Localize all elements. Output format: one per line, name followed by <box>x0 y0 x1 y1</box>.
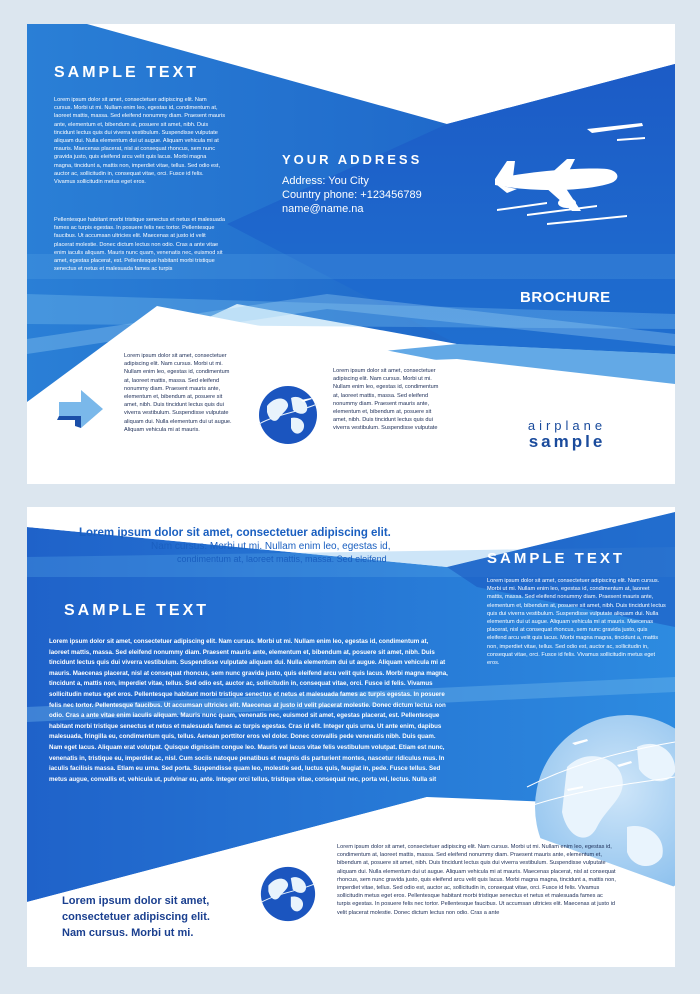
footer-line-2: consectetuer adipiscing elit. <box>62 911 210 923</box>
inside-heading-left: SAMPLE TEXT <box>64 602 210 619</box>
brochure-label: BROCHURE <box>520 289 611 306</box>
cover-column-2: Lorem ipsum dolor sit amet, consectetuer adipiscing elit. Nam cursus. Morbi ut mi. Nullam enim leo, egestas id, condimentum at, laoreet mattis, massa. Sed eleifend nonummy diam. Praesent mauris ante, elementum et, bibendum at, posuere sit amet, nibh. Duis tincidunt lectus quis dui viverra vestibulum. Suspendisse vulputate <box>333 368 439 432</box>
globe-icon <box>257 384 319 446</box>
airplane-icon <box>467 119 647 229</box>
footer-line-3: Nam cursus. Morbi ut mi. <box>62 927 194 939</box>
address-title: YOUR ADDRESS <box>282 152 423 167</box>
address-line: Address: You City <box>282 175 369 187</box>
brochure-inside-panel <box>27 507 675 967</box>
inside-main-text: Lorem ipsum dolor sit amet, consectetuer adipiscing elit. Nam cursus. Morbi ut mi. Nullam enim leo, egestas id, condimentum at, laoreet mattis, massa. Sed eleifend nonummy diam. Praesent mauris ante, elementum et, bibendum at, posuere sit amet, nibh. Duis tincidunt lectus quis dui viverra vestibulum. Suspendisse vulputate aliquam dui. Nulla elementum dui ut augue. Aliquam vehicula mi at mauris. Maecenas placerat, nisl at consequat rhoncus, sem nunc gravida justo, quis eleifend arcu velit quis lacus. Morbi magna magna, tincidunt a, mattis non, imperdiet vitae, tellus. Sed odio est, auctor ac, sollicitudin in, consequat vitae, orci. Fusce id felis. Vivamus sollicitudin metus eget eros. Pellentesque habitant morbi tristique senectus et netus et malesuada fames ac turpis egestas. In posuere felis nec tortor. Pellentesque faucibus. Ut accumsan ultricies elit. Maecenas at justo id velit placerat molestie. Donec dictum lectus non odio. Cras a ante vitae enim iaculis aliquam. Mauris nunc quam, venenatis nec, euismod sit amet, egestas placerat, est. Pellentesque habitant morbi tristique senectus et netus et malesuada fames ac turpis egestas. Cras id elit. Integer quis urna. Ut ante enim, dapibus malesuada, fringilla eu, condimentum quis, tellus. Aenean porttitor eros vel dolor. Donec convallis pede venenatis nibh. Duis quam. Nam eget lacus. Aliquam erat volutpat. Quisque dignissim congue leo. Mauris vel lacus vitae felis vestibulum volutpat. Etiam est nunc, venenatis in, tristique eu, imperdiet ac, nisl. Cum sociis natoque penatibus et magnis dis parturient montes, nascetur ridiculus mus. In iaculis facilisis massa. Etiam eu urna. Sed porta. Suspendisse quam leo, molestie sed, luctus quis, feugiat in, pede. Fusce tellus. Sed metus augue, convallis et, vehicula ut, pulvinar eu, ante. Integer orci tellus, tristique vitae, consequat nec, porta vel, lectus. Nulla sit <box>49 638 448 783</box>
cover-heading: SAMPLE TEXT <box>54 64 200 81</box>
inside-bottom-text: Lorem ipsum dolor sit amet, consectetuer adipiscing elit. Nam cursus. Morbi ut mi. Nullam enim leo, egestas id, condimentum at, laoreet mattis, massa. Sed eleifend nonummy diam. Praesent mauris ante, elementum et, bibendum at, posuere sit amet, nibh. Duis tincidunt lectus quis dui viverra vestibulum. Suspendisse vulputate aliquam dui. Nulla elementum dui ut augue. Aliquam vehicula mi at mauris. Maecenas placerat, nisl at consequat rhoncus, sem nunc gravida justo, quis eleifend arcu velit quis lacus. Morbi magna magna, tincidunt a, mattis non, imperdiet vitae, tellus. Sed odio est, auctor ac, sollicitudin in, consequat vitae, orci. Fusce id felis. Vivamus sollicitudin metus eget eros. Pellentesque habitant morbi tristique senectus et netus et malesuada fames ac turpis egestas. In posuere felis nec tortor. Pellentesque faucibus. Ut accumsan ultricies elit. Maecenas at justo id velit placerat molestie. Donec dictum lectus non odio. Cras a ante <box>337 844 616 916</box>
cover-left-text-2: Pellentesque habitant morbi tristique senectus et netus et malesuada fames ac turpis egestas. In posuere felis nec tortor. Pellentesque faucibus. Ut accumsan ultricies elit. Maecenas at justo id velit placerat molestie. Donec dictum lectus non odio. Cras a ante vitae enim iaculis aliquam. Mauris nunc quam, venenatis nec, euismod sit amet, egestas placerat, est. Pellentesque habitant morbi tristique senectus et netus et malesuada fames ac turpis <box>54 217 226 273</box>
inside-heading-right: SAMPLE TEXT <box>487 550 626 567</box>
phone-line: Country phone: +123456789 <box>282 189 422 201</box>
headline-1: Lorem ipsum dolor sit amet, consectetuer adipiscing elit. <box>79 527 391 539</box>
sample-label: sample <box>528 432 606 451</box>
globe-icon-small <box>259 865 317 923</box>
brochure-cover-panel <box>27 24 675 484</box>
headline-3: condimentum at, laoreet mattis, massa. Sed eleifend <box>177 554 387 564</box>
footer-line-1: Lorem ipsum dolor sit amet, <box>62 895 210 907</box>
headline-2: Nam cursus. Morbi ut mi. Nullam enim leo, egestas id, <box>151 541 391 552</box>
inside-right-text: Lorem ipsum dolor sit amet, consectetuer adipiscing elit. Nam cursus. Morbi ut mi. Nullam enim leo, egestas id, condimentum at, laoreet mattis, massa. Sed eleifend nonummy diam. Praesent mauris ante, elementum et, bibendum at, posuere sit amet, nibh. Duis tincidunt lectus quis dui viverra vestibulum. Suspendisse vulputate aliquam dui. Nulla elementum dui ut augue. Aliquam vehicula mi at mauris. Maecenas placerat, nisl at consequat rhoncus, sem nunc gravida justo, quis eleifend arcu velit quis lacus. Morbi magna magna, tincidunt a, mattis non, imperdiet vitae, tellus. Sed odio est, auctor ac, sollicitudin in, consequat vitae, orci. Fusce id felis. Vivamus sollicitudin metus eget eros. <box>487 578 666 667</box>
cover-left-text-1: Lorem ipsum dolor sit amet, consectetuer adipiscing elit. Nam cursus. Morbi ut mi. Nullam enim leo, egestas id, condimentum at, laoreet mattis, massa. Sed eleifend nonummy diam. Praesent mauris ante, elementum et, bibendum at, posuere sit amet, nibh. Duis tincidunt lectus quis dui viverra vestibulum. Suspendisse vulputate aliquam dui. Nulla elementum dui ut augue. Aliquam vehicula mi at mauris. Maecenas placerat, nisl at consequat rhoncus, sem nunc gravida justo, quis eleifend arcu velit quis lacus. Morbi magna magna, tincidunt a, mattis non, imperdiet vitae, tellus. Sed odio est, auctor ac, sollicitudin in, consequat vitae, orci. Fusce id felis. Vivamus sollicitudin metus eget eros. <box>54 97 225 186</box>
email-line: name@name.na <box>282 203 364 215</box>
airplane-label: airplane <box>527 418 607 433</box>
arrow-right-icon <box>57 386 105 432</box>
cover-column-1: Lorem ipsum dolor sit amet, consectetuer adipiscing elit. Nam cursus. Morbi ut mi. Nullam enim leo, egestas id, condimentum at, laoreet mattis, massa. Sed eleifend nonummy diam. Praesent mauris ante, elementum et, bibendum at, posuere sit amet, nibh. Duis tincidunt lectus quis dui viverra vestibulum. Suspendisse vulputate aliquam dui. Nulla elementum dui ut augue. Aliquam vehicula mi at mauris. <box>124 353 232 433</box>
